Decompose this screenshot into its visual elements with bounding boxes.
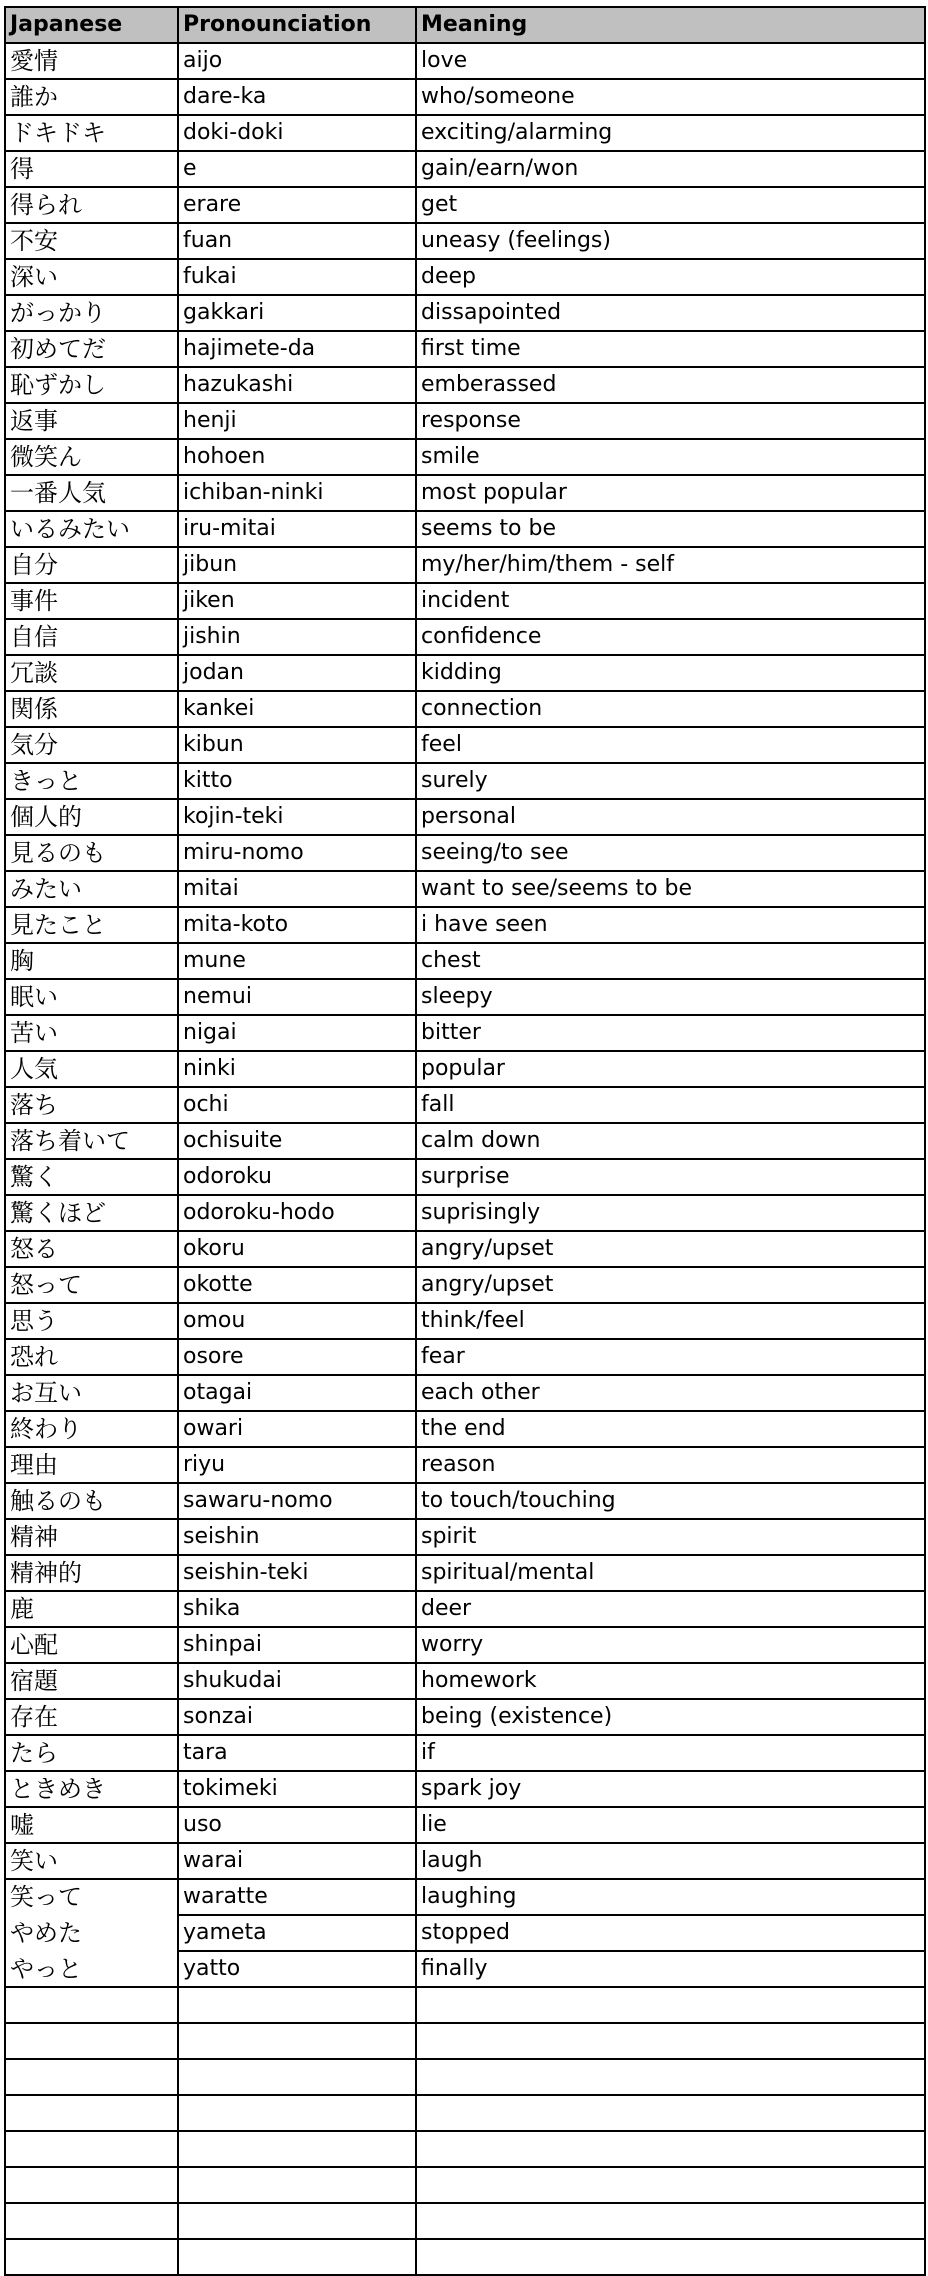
japanese-cell[interactable] (5, 2059, 178, 2095)
meaning-cell[interactable]: chest (416, 943, 925, 979)
meaning-cell[interactable]: who/someone (416, 79, 925, 115)
meaning-cell[interactable] (416, 2023, 925, 2059)
japanese-cell[interactable]: 愛情 (5, 43, 178, 79)
table-row (5, 295, 925, 331)
pronunciation-cell[interactable]: sawaru-nomo (178, 1483, 416, 1519)
meaning-cell[interactable]: spiritual/mental (416, 1555, 925, 1591)
table-row (5, 1303, 925, 1339)
header-pronunciation[interactable]: Pronounciation (178, 7, 416, 43)
pronunciation-cell[interactable]: odoroku-hodo (178, 1195, 416, 1231)
pronunciation-cell[interactable]: yatto (178, 1951, 416, 1987)
table-row (5, 619, 925, 655)
meaning-cell[interactable]: angry/upset (416, 1231, 925, 1267)
pronunciation-cell[interactable]: ochi (178, 1087, 416, 1123)
pronunciation-cell[interactable]: kojin-teki (178, 799, 416, 835)
table-row (5, 115, 925, 151)
pronunciation-cell[interactable]: hajimete-da (178, 331, 416, 367)
japanese-cell[interactable]: 初めてだ (5, 331, 178, 367)
japanese-cell[interactable]: やめた (5, 1915, 178, 1951)
table-row (5, 1699, 925, 1735)
meaning-cell[interactable]: homework (416, 1663, 925, 1699)
meaning-cell[interactable]: connection (416, 691, 925, 727)
japanese-cell[interactable]: 笑い (5, 1843, 178, 1879)
pronunciation-cell[interactable]: ninki (178, 1051, 416, 1087)
meaning-cell[interactable]: exciting/alarming (416, 115, 925, 151)
meaning-cell[interactable]: each other (416, 1375, 925, 1411)
meaning-cell[interactable]: personal (416, 799, 925, 835)
table-row (5, 1195, 925, 1231)
table-row (5, 79, 925, 115)
japanese-cell[interactable]: 鹿 (5, 1591, 178, 1627)
japanese-cell[interactable]: 恥ずかし (5, 367, 178, 403)
japanese-cell[interactable]: 精神的 (5, 1555, 178, 1591)
japanese-cell[interactable] (5, 2131, 178, 2167)
meaning-cell[interactable]: seeing/to see (416, 835, 925, 871)
pronunciation-cell[interactable]: okoru (178, 1231, 416, 1267)
pronunciation-cell[interactable]: aijo (178, 43, 416, 79)
japanese-cell[interactable]: 事件 (5, 583, 178, 619)
empty-row (5, 2023, 925, 2059)
japanese-cell[interactable]: 不安 (5, 223, 178, 259)
table-row (5, 655, 925, 691)
pronunciation-cell[interactable] (178, 2095, 416, 2131)
japanese-cell[interactable] (5, 2203, 178, 2239)
meaning-cell[interactable]: gain/earn/won (416, 151, 925, 187)
meaning-cell[interactable]: get (416, 187, 925, 223)
pronunciation-cell[interactable]: erare (178, 187, 416, 223)
japanese-cell[interactable]: みたい (5, 871, 178, 907)
pronunciation-cell[interactable]: seishin-teki (178, 1555, 416, 1591)
meaning-cell[interactable]: response (416, 403, 925, 439)
table-row (5, 1807, 925, 1843)
pronunciation-cell[interactable]: seishin (178, 1519, 416, 1555)
table-row (5, 907, 925, 943)
meaning-cell[interactable]: dissapointed (416, 295, 925, 331)
japanese-cell[interactable]: 得 (5, 151, 178, 187)
pronunciation-cell[interactable]: tokimeki (178, 1771, 416, 1807)
pronunciation-cell[interactable]: shukudai (178, 1663, 416, 1699)
meaning-cell[interactable]: laughing (416, 1879, 925, 1915)
meaning-cell[interactable]: surprise (416, 1159, 925, 1195)
japanese-cell[interactable]: 冗談 (5, 655, 178, 691)
table-row (5, 1339, 925, 1375)
meaning-cell[interactable]: being (existence) (416, 1699, 925, 1735)
meaning-cell[interactable]: love (416, 43, 925, 79)
pronunciation-cell[interactable]: kitto (178, 763, 416, 799)
japanese-cell[interactable]: ときめき (5, 1771, 178, 1807)
table-row (5, 727, 925, 763)
meaning-cell[interactable]: smile (416, 439, 925, 475)
pronunciation-cell[interactable]: ichiban-ninki (178, 475, 416, 511)
pronunciation-cell[interactable]: e (178, 151, 416, 187)
pronunciation-cell[interactable]: nigai (178, 1015, 416, 1051)
pronunciation-cell[interactable]: dare-ka (178, 79, 416, 115)
empty-row (5, 2131, 925, 2167)
meaning-cell[interactable]: my/her/him/them - self (416, 547, 925, 583)
table-row (5, 403, 925, 439)
meaning-cell[interactable]: bitter (416, 1015, 925, 1051)
table-row (5, 223, 925, 259)
table-row (5, 367, 925, 403)
meaning-cell[interactable]: angry/upset (416, 1267, 925, 1303)
empty-row (5, 2167, 925, 2203)
japanese-cell[interactable]: 一番人気 (5, 475, 178, 511)
japanese-cell[interactable]: いるみたい (5, 511, 178, 547)
meaning-cell[interactable]: worry (416, 1627, 925, 1663)
table-row (5, 1051, 925, 1087)
meaning-cell[interactable]: finally (416, 1951, 925, 1987)
japanese-cell[interactable]: 見たこと (5, 907, 178, 943)
pronunciation-cell[interactable]: omou (178, 1303, 416, 1339)
japanese-cell[interactable]: 心配 (5, 1627, 178, 1663)
japanese-cell[interactable]: たら (5, 1735, 178, 1771)
pronunciation-cell[interactable]: miru-nomo (178, 835, 416, 871)
japanese-cell[interactable]: 誰か (5, 79, 178, 115)
meaning-cell[interactable]: surely (416, 763, 925, 799)
table-row (5, 1843, 925, 1879)
table-row (5, 1087, 925, 1123)
table-row (5, 583, 925, 619)
table-row (5, 1411, 925, 1447)
pronunciation-cell[interactable]: tara (178, 1735, 416, 1771)
table-row (5, 1159, 925, 1195)
table-row (5, 1123, 925, 1159)
meaning-cell[interactable]: suprisingly (416, 1195, 925, 1231)
japanese-cell[interactable]: 笑って (5, 1879, 178, 1915)
japanese-cell[interactable]: やっと (5, 1951, 178, 1987)
japanese-cell[interactable]: 理由 (5, 1447, 178, 1483)
table-row (5, 331, 925, 367)
table-row (5, 43, 925, 79)
japanese-cell[interactable]: 落ち着いて (5, 1123, 178, 1159)
pronunciation-cell[interactable]: mita-koto (178, 907, 416, 943)
meaning-cell[interactable]: popular (416, 1051, 925, 1087)
japanese-cell[interactable] (5, 2095, 178, 2131)
meaning-cell[interactable]: deer (416, 1591, 925, 1627)
table-row (5, 1591, 925, 1627)
japanese-cell[interactable]: 怒って (5, 1267, 178, 1303)
meaning-cell[interactable]: to touch/touching (416, 1483, 925, 1519)
japanese-cell[interactable]: 胸 (5, 943, 178, 979)
japanese-cell[interactable]: 微笑ん (5, 439, 178, 475)
japanese-cell[interactable]: 落ち (5, 1087, 178, 1123)
japanese-cell[interactable]: 宿題 (5, 1663, 178, 1699)
pronunciation-cell[interactable]: yameta (178, 1915, 416, 1951)
table-row (5, 1555, 925, 1591)
japanese-cell[interactable]: 自信 (5, 619, 178, 655)
meaning-cell[interactable]: fall (416, 1087, 925, 1123)
table-row (5, 1915, 925, 1951)
table-row (5, 187, 925, 223)
japanese-cell[interactable]: 嘘 (5, 1807, 178, 1843)
meaning-cell[interactable] (416, 2239, 925, 2275)
meaning-cell[interactable]: lie (416, 1807, 925, 1843)
table-row (5, 799, 925, 835)
japanese-cell[interactable]: がっかり (5, 295, 178, 331)
japanese-cell[interactable]: 思う (5, 1303, 178, 1339)
table-row (5, 547, 925, 583)
pronunciation-cell[interactable]: mitai (178, 871, 416, 907)
pronunciation-cell[interactable]: osore (178, 1339, 416, 1375)
pronunciation-cell[interactable] (178, 1987, 416, 2023)
header-meaning[interactable]: Meaning (416, 7, 925, 43)
pronunciation-cell[interactable]: ochisuite (178, 1123, 416, 1159)
empty-row (5, 2239, 925, 2275)
pronunciation-cell[interactable]: doki-doki (178, 115, 416, 151)
header-japanese[interactable]: Japanese (5, 7, 178, 43)
meaning-cell[interactable]: emberassed (416, 367, 925, 403)
pronunciation-cell[interactable]: shinpai (178, 1627, 416, 1663)
table-row (5, 259, 925, 295)
pronunciation-cell[interactable]: kibun (178, 727, 416, 763)
meaning-cell[interactable]: confidence (416, 619, 925, 655)
meaning-cell[interactable]: fear (416, 1339, 925, 1375)
meaning-cell[interactable]: spark joy (416, 1771, 925, 1807)
japanese-cell[interactable]: 恐れ (5, 1339, 178, 1375)
meaning-cell[interactable] (416, 2095, 925, 2131)
meaning-cell[interactable]: if (416, 1735, 925, 1771)
japanese-cell[interactable]: 個人的 (5, 799, 178, 835)
meaning-cell[interactable]: deep (416, 259, 925, 295)
table-row (5, 1447, 925, 1483)
empty-row (5, 2203, 925, 2239)
meaning-cell[interactable]: feel (416, 727, 925, 763)
japanese-cell[interactable] (5, 1987, 178, 2023)
table-row (5, 1951, 925, 1987)
meaning-cell[interactable]: spirit (416, 1519, 925, 1555)
meaning-cell[interactable] (416, 2059, 925, 2095)
table-row (5, 835, 925, 871)
japanese-cell[interactable] (5, 2239, 178, 2275)
pronunciation-cell[interactable] (178, 2023, 416, 2059)
japanese-cell[interactable]: 深い (5, 259, 178, 295)
meaning-cell[interactable]: sleepy (416, 979, 925, 1015)
pronunciation-cell[interactable]: uso (178, 1807, 416, 1843)
japanese-cell[interactable]: 眠い (5, 979, 178, 1015)
meaning-cell[interactable]: kidding (416, 655, 925, 691)
japanese-cell[interactable] (5, 2023, 178, 2059)
pronunciation-cell[interactable]: jibun (178, 547, 416, 583)
japanese-cell[interactable]: 存在 (5, 1699, 178, 1735)
pronunciation-cell[interactable]: fukai (178, 259, 416, 295)
table-row (5, 871, 925, 907)
pronunciation-cell[interactable]: otagai (178, 1375, 416, 1411)
pronunciation-cell[interactable]: waratte (178, 1879, 416, 1915)
japanese-cell[interactable]: 精神 (5, 1519, 178, 1555)
table-row (5, 943, 925, 979)
table-row (5, 1483, 925, 1519)
pronunciation-cell[interactable]: hazukashi (178, 367, 416, 403)
pronunciation-cell[interactable] (178, 2059, 416, 2095)
pronunciation-cell[interactable] (178, 2131, 416, 2167)
meaning-cell[interactable]: uneasy (feelings) (416, 223, 925, 259)
table-row (5, 1771, 925, 1807)
table-row (5, 1267, 925, 1303)
pronunciation-cell[interactable]: okotte (178, 1267, 416, 1303)
pronunciation-cell[interactable]: warai (178, 1843, 416, 1879)
meaning-cell[interactable] (416, 2203, 925, 2239)
empty-row (5, 1987, 925, 2023)
japanese-cell[interactable] (5, 2167, 178, 2203)
pronunciation-cell[interactable]: kankei (178, 691, 416, 727)
vocabulary-sheet (4, 6, 924, 2276)
table-row (5, 763, 925, 799)
empty-row (5, 2059, 925, 2095)
meaning-cell[interactable]: first time (416, 331, 925, 367)
pronunciation-cell[interactable]: shika (178, 1591, 416, 1627)
vocabulary-rows (5, 43, 925, 2275)
table-row (5, 151, 925, 187)
meaning-cell[interactable]: most popular (416, 475, 925, 511)
pronunciation-cell[interactable]: nemui (178, 979, 416, 1015)
pronunciation-cell[interactable]: gakkari (178, 295, 416, 331)
table-row (5, 979, 925, 1015)
japanese-cell[interactable]: 見るのも (5, 835, 178, 871)
header-row (5, 7, 925, 43)
japanese-cell[interactable]: 得られ (5, 187, 178, 223)
meaning-cell[interactable]: calm down (416, 1123, 925, 1159)
pronunciation-cell[interactable]: owari (178, 1411, 416, 1447)
pronunciation-cell[interactable]: sonzai (178, 1699, 416, 1735)
table-row (5, 1627, 925, 1663)
japanese-cell[interactable]: 返事 (5, 403, 178, 439)
pronunciation-cell[interactable]: henji (178, 403, 416, 439)
vocabulary-table (4, 6, 926, 2276)
japanese-cell[interactable]: 関係 (5, 691, 178, 727)
japanese-cell[interactable]: 怒る (5, 1231, 178, 1267)
meaning-cell[interactable]: seems to be (416, 511, 925, 547)
meaning-cell[interactable] (416, 2131, 925, 2167)
japanese-cell[interactable]: 気分 (5, 727, 178, 763)
japanese-cell[interactable]: 苦い (5, 1015, 178, 1051)
table-row (5, 1879, 925, 1915)
meaning-cell[interactable]: want to see/seems to be (416, 871, 925, 907)
table-row (5, 1015, 925, 1051)
table-row (5, 1519, 925, 1555)
pronunciation-cell[interactable]: jiken (178, 583, 416, 619)
table-row (5, 1231, 925, 1267)
meaning-cell[interactable]: stopped (416, 1915, 925, 1951)
table-row (5, 1663, 925, 1699)
japanese-cell[interactable]: 自分 (5, 547, 178, 583)
table-row (5, 1375, 925, 1411)
meaning-cell[interactable]: i have seen (416, 907, 925, 943)
table-row (5, 691, 925, 727)
meaning-cell[interactable]: incident (416, 583, 925, 619)
table-row (5, 1735, 925, 1771)
japanese-cell[interactable]: 終わり (5, 1411, 178, 1447)
pronunciation-cell[interactable]: iru-mitai (178, 511, 416, 547)
pronunciation-cell[interactable]: jishin (178, 619, 416, 655)
pronunciation-cell[interactable] (178, 2167, 416, 2203)
pronunciation-cell[interactable]: jodan (178, 655, 416, 691)
table-row (5, 439, 925, 475)
japanese-cell[interactable]: ドキドキ (5, 115, 178, 151)
meaning-cell[interactable]: reason (416, 1447, 925, 1483)
japanese-cell[interactable]: きっと (5, 763, 178, 799)
meaning-cell[interactable] (416, 2167, 925, 2203)
pronunciation-cell[interactable] (178, 2203, 416, 2239)
pronunciation-cell[interactable]: riyu (178, 1447, 416, 1483)
meaning-cell[interactable]: the end (416, 1411, 925, 1447)
pronunciation-cell[interactable]: mune (178, 943, 416, 979)
pronunciation-cell[interactable] (178, 2239, 416, 2275)
japanese-cell[interactable]: 驚くほど (5, 1195, 178, 1231)
pronunciation-cell[interactable]: odoroku (178, 1159, 416, 1195)
japanese-cell[interactable]: お互い (5, 1375, 178, 1411)
meaning-cell[interactable]: think/feel (416, 1303, 925, 1339)
empty-row (5, 2095, 925, 2131)
japanese-cell[interactable]: 触るのも (5, 1483, 178, 1519)
japanese-cell[interactable]: 人気 (5, 1051, 178, 1087)
pronunciation-cell[interactable]: fuan (178, 223, 416, 259)
table-row (5, 511, 925, 547)
meaning-cell[interactable]: laugh (416, 1843, 925, 1879)
japanese-cell[interactable]: 驚く (5, 1159, 178, 1195)
meaning-cell[interactable] (416, 1987, 925, 2023)
pronunciation-cell[interactable]: hohoen (178, 439, 416, 475)
table-row (5, 475, 925, 511)
